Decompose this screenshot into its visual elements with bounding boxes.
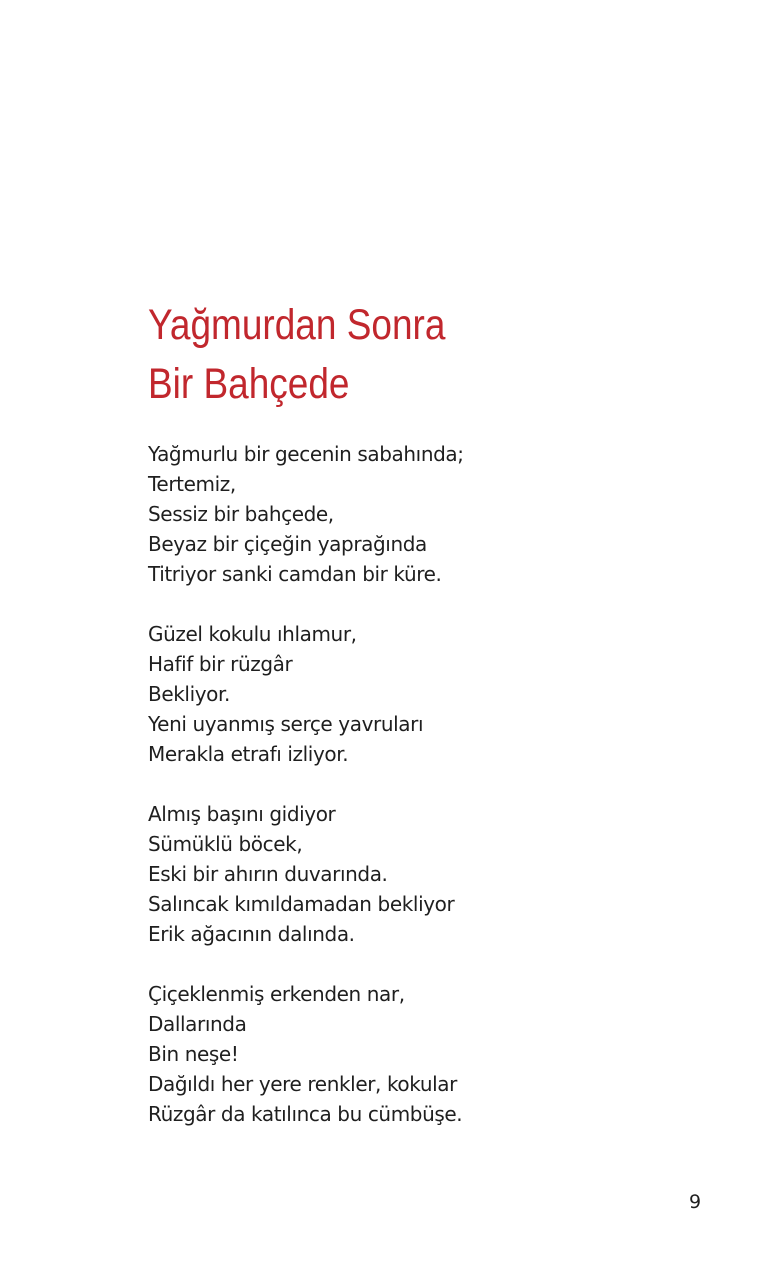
verse-line: Almış başını gidiyor (148, 802, 336, 826)
poem-title-line: Bir Bahçede (148, 360, 350, 408)
verse-line: Yeni uyanmış serçe yavruları (148, 712, 424, 736)
verse-line: Sümüklü böcek, (148, 832, 303, 856)
verse-line: Yağmurlu bir gecenin sabahında; (148, 442, 464, 466)
verse-line: Merakla etrafı izliyor. (148, 742, 349, 766)
verse-line: Beyaz bir çiçeğin yaprağında (148, 532, 427, 556)
verse-line: Titriyor sanki camdan bir küre. (148, 562, 442, 586)
verse-line: Eski bir ahırın duvarında. (148, 862, 388, 886)
verse-line: Tertemiz, (148, 472, 236, 496)
verse-line: Bekliyor. (148, 682, 230, 706)
verse-line: Rüzgâr da katılınca bu cümbüşe. (148, 1102, 463, 1126)
verse-line: Çiçeklenmiş erkenden nar, (148, 982, 405, 1006)
verse-line: Salıncak kımıldamadan bekliyor (148, 892, 455, 916)
stanza-1 (148, 439, 708, 589)
verse-line: Bin neşe! (148, 1042, 239, 1066)
verse-line: Erik ağacının dalında. (148, 922, 355, 946)
poem-title (148, 296, 445, 414)
verse-line: Sessiz bir bahçede, (148, 502, 334, 526)
poem-title-line: Yağmurdan Sonra (148, 301, 446, 349)
stanza-4 (148, 979, 708, 1129)
verse-line: Dağıldı her yere renkler, kokular (148, 1072, 457, 1096)
verse-line: Dallarında (148, 1012, 247, 1036)
stanza-2 (148, 619, 708, 769)
verse-line: Güzel kokulu ıhlamur, (148, 622, 357, 646)
verse-line: Hafif bir rüzgâr (148, 652, 293, 676)
page-number: 9 (688, 1191, 702, 1213)
poem-body (148, 439, 708, 1129)
stanza-3 (148, 799, 708, 949)
